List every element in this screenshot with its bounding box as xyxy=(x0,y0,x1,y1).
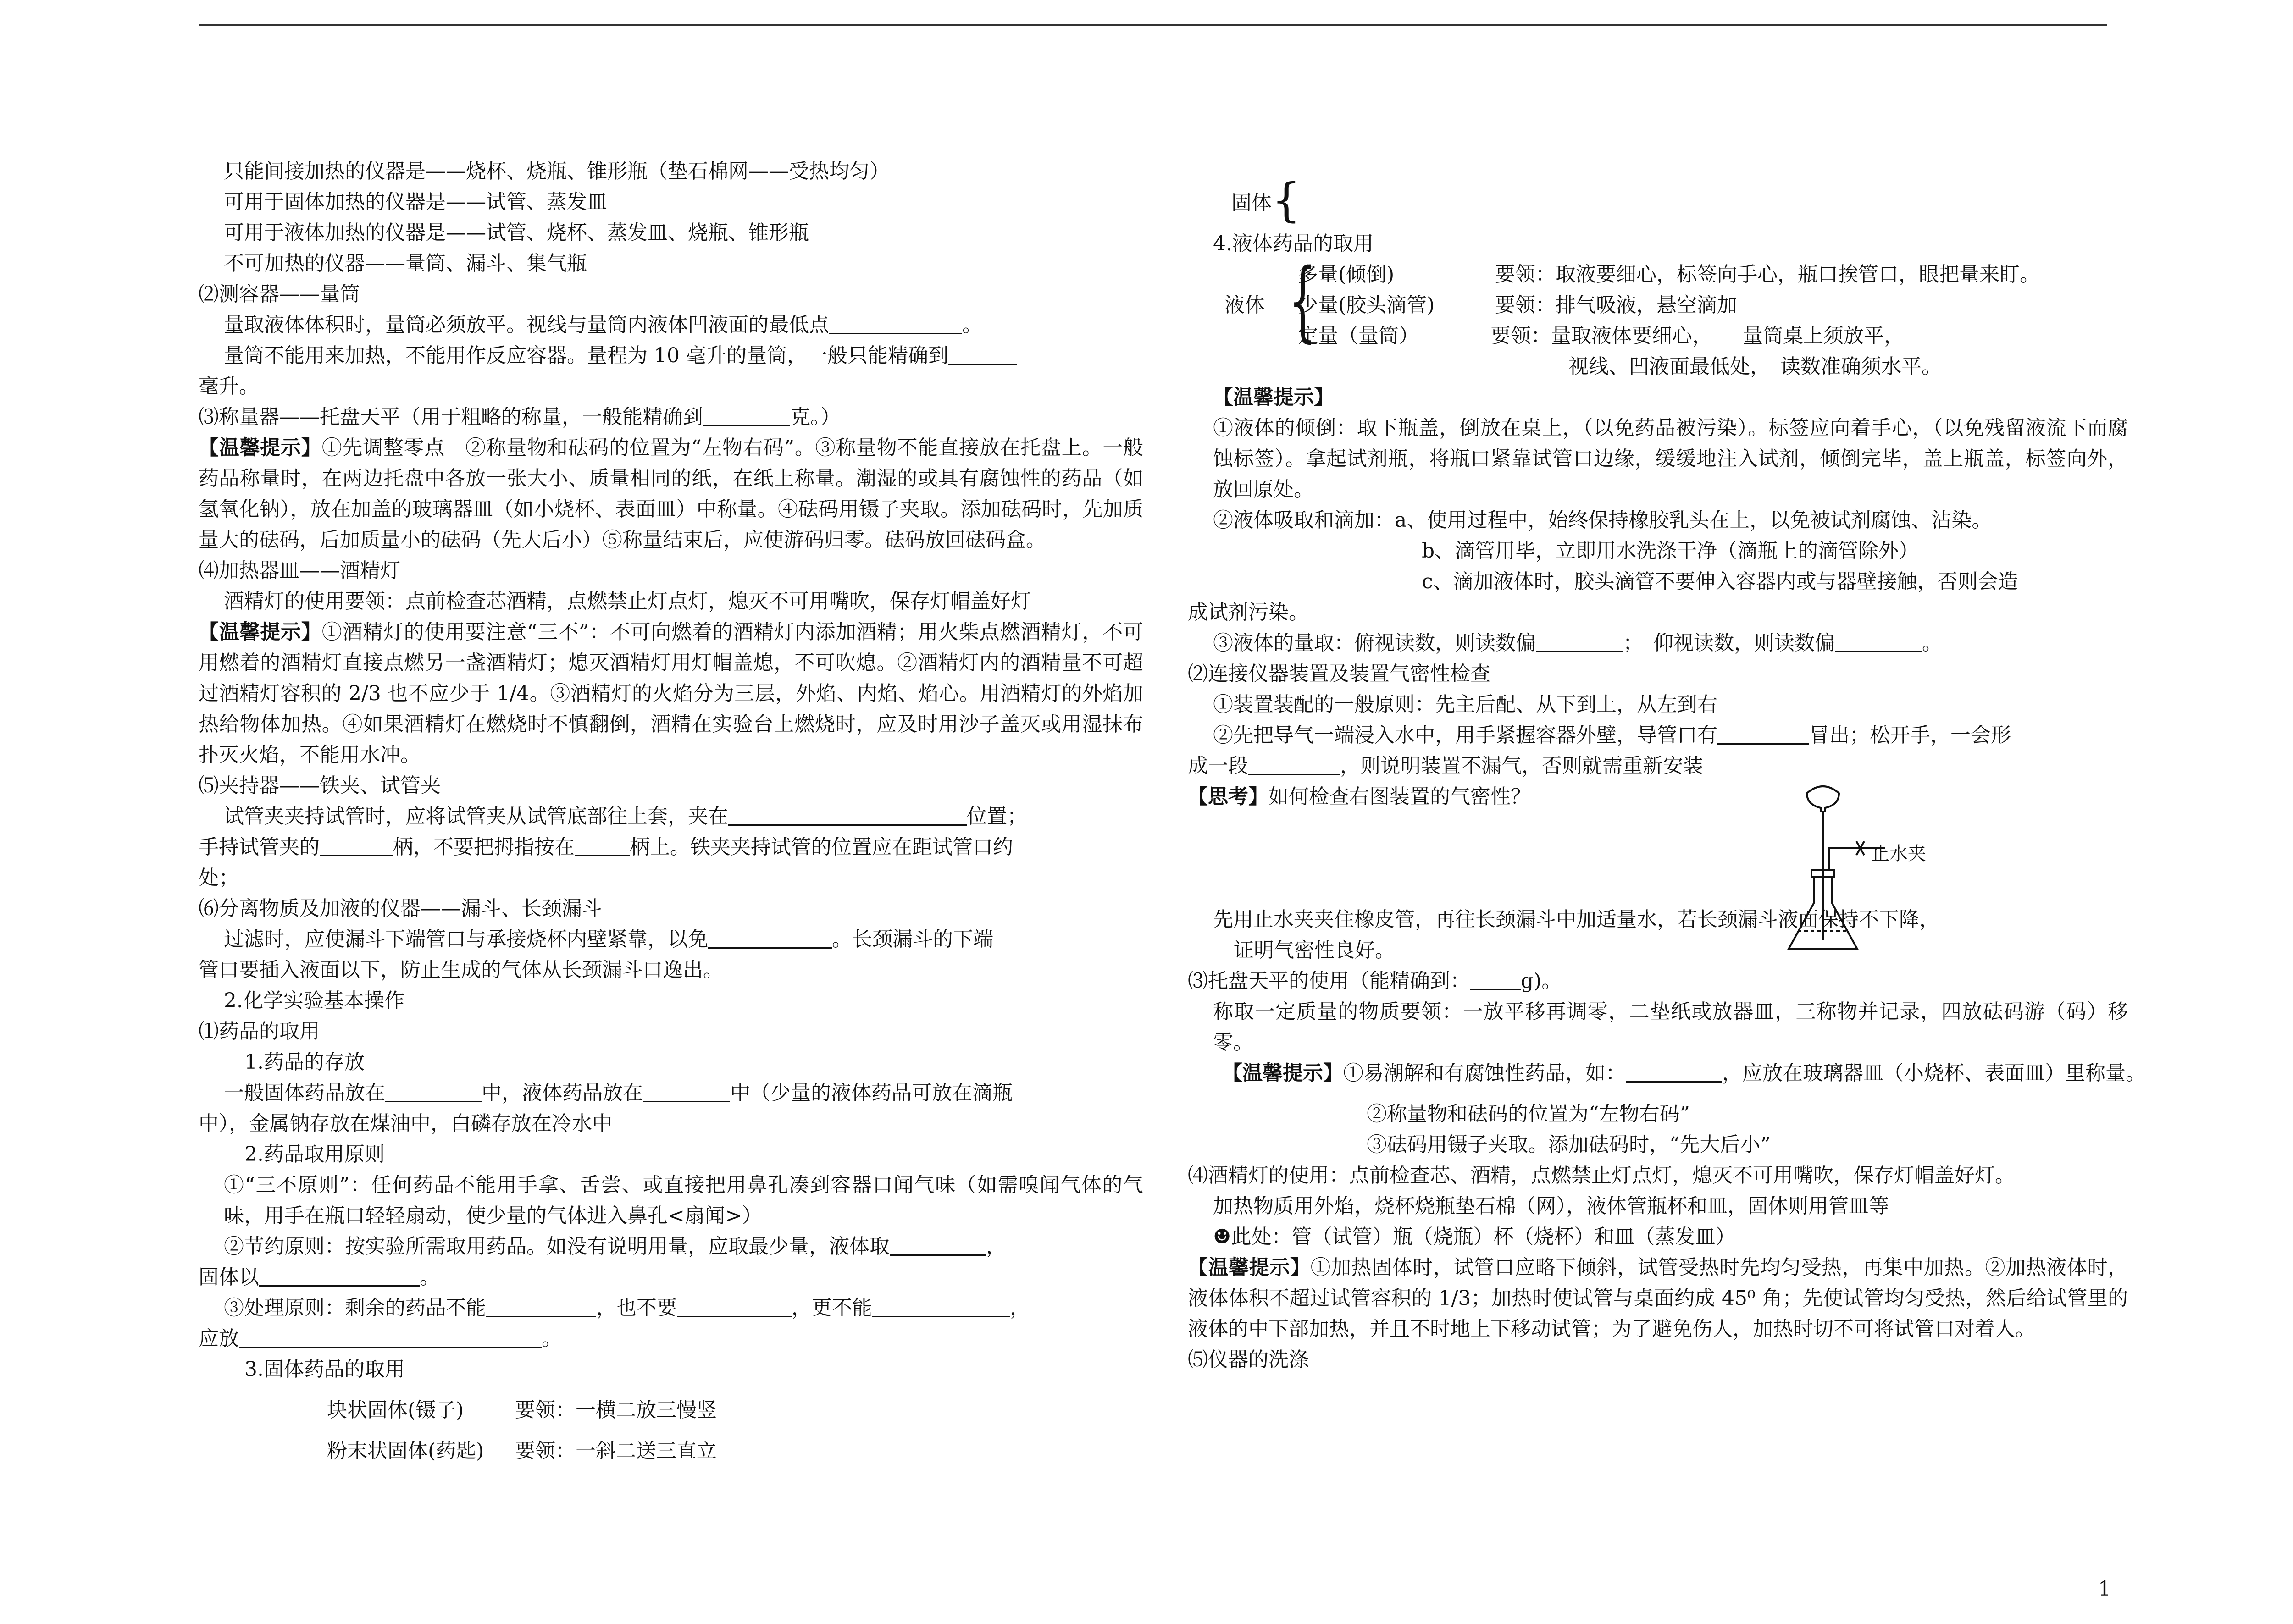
answer-blank[interactable] xyxy=(728,806,967,826)
measure-line-2: 量筒不能用来加热，不能用作反应容器。量程为 10 毫升的量筒，一般只能精确到 xyxy=(199,340,1143,371)
answer-blank[interactable] xyxy=(643,1083,730,1102)
answer-blank[interactable] xyxy=(1717,725,1809,745)
answer-blank[interactable] xyxy=(239,1328,542,1348)
answer-blank[interactable] xyxy=(1835,633,1922,652)
connect-title: ⑵连接仪器装置及装置气密性检查 xyxy=(1188,662,1490,685)
tip-label: 【温馨提示】 xyxy=(199,436,322,459)
answer-blank[interactable] xyxy=(948,345,1017,365)
tip-label: 【温馨提示】 xyxy=(199,620,322,644)
think-line: 【思考】如何检查右图装置的气密性？ xyxy=(1188,785,1531,808)
funnel-cup xyxy=(1807,786,1839,812)
top-rule xyxy=(199,24,2107,26)
dispose-line-1: ③处理原则：剩余的药品不能 ，也不要 ，更不能 ， xyxy=(224,1296,1030,1320)
clamp-title: ⑸夹持器——铁夹、试管夹 xyxy=(199,774,441,797)
connect-line-2: ②先把导气一端浸入水中，用手紧握容器外壁，导管口有 冒出；松开手，一会形 xyxy=(1213,724,2011,747)
curly-brace-icon: { xyxy=(1289,250,1317,351)
sep-line-1: 过滤时，应使漏斗下端管口与承接烧杯内壁紧靠，以免 。长颈漏斗的下端 xyxy=(224,928,993,951)
curly-brace-icon: { xyxy=(1272,173,1301,227)
answer-blank[interactable] xyxy=(1248,756,1340,775)
answer-blank[interactable] xyxy=(385,1083,482,1102)
answer-blank[interactable] xyxy=(320,837,393,856)
drop-line-a: ②液体吸取和滴加：a、使用过程中，始终保持橡胶乳头在上，以免被试剂腐蚀、沾染。 xyxy=(1213,508,1992,532)
line-no-heat: 不可加热的仪器——量筒、漏斗、集气瓶 xyxy=(224,252,587,275)
liquid-row: 多量(倾倒) 要领：取液要细心，标签向手心，瓶口挨管口，眼把量来盯。 xyxy=(1298,263,2040,286)
solid-title: 3.固体药品的取用 xyxy=(244,1358,405,1381)
dispose-line-2: 应放 。 xyxy=(199,1327,562,1350)
solid-row: 粉末状固体(药匙) 要领：一斜二送三直立 xyxy=(327,1439,717,1463)
line-liquid-heat: 可用于液体加热的仪器是——试管、烧杯、蒸发皿、烧瓶、锥形瓶 xyxy=(224,221,809,244)
three-no-rule: ①“三不原则”：任何药品不能用手拿、舌尝、或直接把用鼻孔凑到容器口闻气味（如需嗅闻气体的气味，用手在瓶口轻轻扇动，使少量的气体进入鼻孔<扇闻>） xyxy=(224,1173,1143,1227)
solid-label-line xyxy=(1188,173,2128,227)
pour-text: ①液体的倾倒：取下瓶盖，倒放在桌上，（以免药品被污染）。标签应向着手心，（以免残留液流下而腐蚀标签）。拿起试剂瓶，将瓶口紧靠试管口边缘，缓缓地注入试剂，倾倒完毕，盖上瓶盖，标签向外，放回原处。 xyxy=(1213,416,2128,501)
lamp-usage-right: ⑷酒精灯的使用：点前检查芯、酒精，点燃禁止灯点灯，熄灭不可用嘴吹，保存灯帽盖好灯。 xyxy=(1188,1164,2015,1187)
connect-line-1: ①装置装配的一般原则：先主后配、从下到上，从左到右 xyxy=(1213,693,1717,716)
measure-line-3: 毫升。 xyxy=(199,375,259,398)
save-line-2: 固体以 。 xyxy=(199,1265,440,1289)
tip-balance: 【温馨提示】①先调整零点 ②称量物和砝码的位置为“左物右码”。③称量物不能直接放在托盘上。一般药品称量时，在两边托盘中各放一张大小、质量相同的纸，在纸上称量。潮湿的或具有腐蚀性的药品（如氢氧化钠），放在加盖的玻璃器皿（如小烧杯、表面皿）中称量。④砝码用镊子夹取。添加砝码时，先加质量大的砝码，后加质量小的砝码（先大后小）⑤称量结束后，应使游码归零。砝码放回砝码盒。 xyxy=(199,436,1143,552)
airtightness-apparatus-diagram xyxy=(1779,779,1908,963)
answer-blank[interactable] xyxy=(259,1267,420,1287)
wash-title: ⑸仪器的洗涤 xyxy=(1188,1348,1309,1371)
balance-line: ⑶称量器——托盘天平（用于粗略的称量，一般能精确到 克。） xyxy=(199,405,841,429)
left-column xyxy=(199,156,1143,1466)
answer-blank[interactable] xyxy=(486,1298,596,1317)
line-heat-indirect: 只能间接加热的仪器是——烧杯、烧瓶、锥形瓶（垫石棉网——受热均匀） xyxy=(224,160,890,183)
answer-blank[interactable] xyxy=(1536,633,1623,652)
bal-steps: 称取一定质量的物质要领：一放平移再调零，二垫纸或放器皿，三称物并记录，四放砝码游（码）移零。 xyxy=(1213,1000,2128,1054)
liquid-label: 液体 xyxy=(1224,293,1265,317)
measure-title: ⑵测容器——量筒 xyxy=(199,282,360,306)
basic-title: 2.化学实验基本操作 xyxy=(224,989,404,1012)
tip4-line-1: 【温馨提示】①易潮解和有腐蚀性药品，如： ，应放在玻璃器皿（小烧杯、表面皿）里称量。 xyxy=(1222,1061,2146,1085)
solid-label: 固体 xyxy=(1231,191,1272,215)
page-number: 1 xyxy=(2098,1577,2111,1601)
store-line-2: 中），金属钠存放在煤油中，白磷存放在冷水中 xyxy=(199,1112,612,1135)
solid-row: 块状固体(镊子) 要领：一横二放三慢竖 xyxy=(327,1398,717,1422)
tip4-line-3: ③砝码用镊子夹取。添加砝码时，“先大后小” xyxy=(1367,1133,1771,1156)
store-line-1: 一般固体药品放在 中，液体药品放在 中（少量的液体药品可放在滴瓶 xyxy=(224,1081,1013,1105)
liquid-table xyxy=(1188,250,2128,382)
answer-line-1: 先用止水夹夹住橡皮管，再往长颈漏斗中加适量水，若长颈漏斗液面保持不下降， xyxy=(1213,908,1939,931)
store-title: 1.药品的存放 xyxy=(244,1050,365,1074)
read-line: ③液体的量取：俯视读数，则读数偏 ； 仰视读数，则读数偏 。 xyxy=(1213,631,1942,655)
save-line-1: ②节约原则：按实验所需取用药品。如没有说明用量，应取最少量，液体取 ， xyxy=(224,1235,1006,1258)
take-title: ⑴药品的取用 xyxy=(199,1020,320,1043)
liquid-row: 定量（量筒） 要领：量取液体要细心， 量筒桌上须放平， xyxy=(1298,324,1904,348)
liquid-title: 4.液体药品的取用 xyxy=(1213,232,1374,255)
heat-object-line: 加热物质用外焰，烧杯烧瓶垫石棉（网），液体管瓶杯和皿，固体则用管皿等 xyxy=(1213,1194,1889,1218)
tip-label: 【温馨提示】 xyxy=(1188,1256,1311,1279)
clamp-line-3: 处； xyxy=(199,866,239,889)
tip-label: 【温馨提示】 xyxy=(1213,386,1334,409)
answer-blank[interactable] xyxy=(829,315,962,334)
measure-line-1: 量取液体体积时，量筒必须放平。视线与量筒内液体凹液面的最低点 。 xyxy=(224,313,982,337)
answer-blank[interactable] xyxy=(1626,1063,1722,1083)
tip-lamp: 【温馨提示】①酒精灯的使用要注意“三不”：不可向燃着的酒精灯内添加酒精；用火柴点燃酒精灯，不可用燃着的酒精灯直接点燃另一盏酒精灯；熄灭酒精灯用灯帽盖熄，不可吹熄。②酒精灯内的酒精量不可超过酒精灯容积的 2/3 也不应少于 1/4。③酒精灯的火焰分为三层，外焰、内焰、焰心。用酒精灯的外焰加热给物体加热。④如果酒精灯在燃烧时不慎翻倒，酒精在实验台上燃烧时，应及时用沙子盖灭或用湿抹布扑灭火焰，不能用水冲。 xyxy=(199,620,1143,767)
drop-line-d: 成试剂污染。 xyxy=(1188,601,1309,624)
line-solid-heat: 可用于固体加热的仪器是——试管、蒸发皿 xyxy=(224,190,607,214)
clamp-line-2: 手持试管夹的 柄，不要把拇指按在 柄上。铁夹夹持试管的位置应在距试管口约 xyxy=(199,835,1013,859)
answer-blank[interactable] xyxy=(890,1236,986,1256)
sep-line-2: 管口要插入液面以下，防止生成的气体从长颈漏斗口逸出。 xyxy=(199,958,723,982)
connect-line-3: 成一段 ，则说明装置不漏气，否则就需重新安装 xyxy=(1188,754,1703,778)
drop-line-c: c、滴加液体时，胶头滴管不要伸入容器内或与器壁接触，否则会造 xyxy=(1422,570,2018,593)
clamp-line-1: 试管夹夹持试管时，应将试管夹从试管底部往上套，夹在 位置； xyxy=(224,805,1027,828)
heater-title: ⑷加热器皿——酒精灯 xyxy=(199,559,400,582)
tip4-line-2: ②称量物和砝码的位置为“左物右码” xyxy=(1367,1102,1690,1126)
answer-blank[interactable] xyxy=(575,837,630,856)
drop-line-b: b、滴管用毕，立即用水洗涤干净（滴瓶上的滴管除外） xyxy=(1422,539,1919,563)
answer-line-2: 证明气密性良好。 xyxy=(1234,939,1395,962)
principle-title: 2.药品取用原则 xyxy=(244,1143,385,1166)
answer-blank[interactable] xyxy=(677,1298,792,1317)
liquid-row-4: 视线、凹液面最低处， 读数准确须水平。 xyxy=(1568,355,1942,378)
tip-heating: 【温馨提示】①加热固体时，试管口应略下倾斜，试管受热时先均匀受热，再集中加热。②加热液体时，液体体积不超过试管容积的 1/3；加热时使试管与桌面约成 45⁰ 角；先使试管均匀受热，然后给试管里的液体的中下部加热，并且不时地上下移动试管；为了避免伤人，加热时切不可将试管口对着人。 xyxy=(1188,1256,2128,1341)
sep-title: ⑹分离物质及加液的仪器——漏斗、长颈漏斗 xyxy=(199,897,602,920)
right-column xyxy=(1188,156,2146,1375)
liquid-row: 少量(胶头滴管) 要领：排气吸液，悬空滴加 xyxy=(1298,293,1737,317)
clip-label: 止水夹 xyxy=(1871,843,1926,864)
answer-blank[interactable] xyxy=(1470,971,1521,990)
answer-blank[interactable] xyxy=(872,1298,1010,1317)
answer-blank[interactable] xyxy=(703,407,790,426)
bal-line: ⑶托盘天平的使用（能精确到： g)。 xyxy=(1188,969,1562,993)
note-line: ☻此处：管（试管）瓶（烧瓶）杯（烧杯）和皿（蒸发皿） xyxy=(1213,1225,1736,1248)
lamp-usage: 酒精灯的使用要领：点前检查芯酒精，点燃禁止灯点灯，熄灭不可用嘴吹，保存灯帽盖好灯 xyxy=(224,590,1031,613)
answer-blank[interactable] xyxy=(708,929,832,949)
